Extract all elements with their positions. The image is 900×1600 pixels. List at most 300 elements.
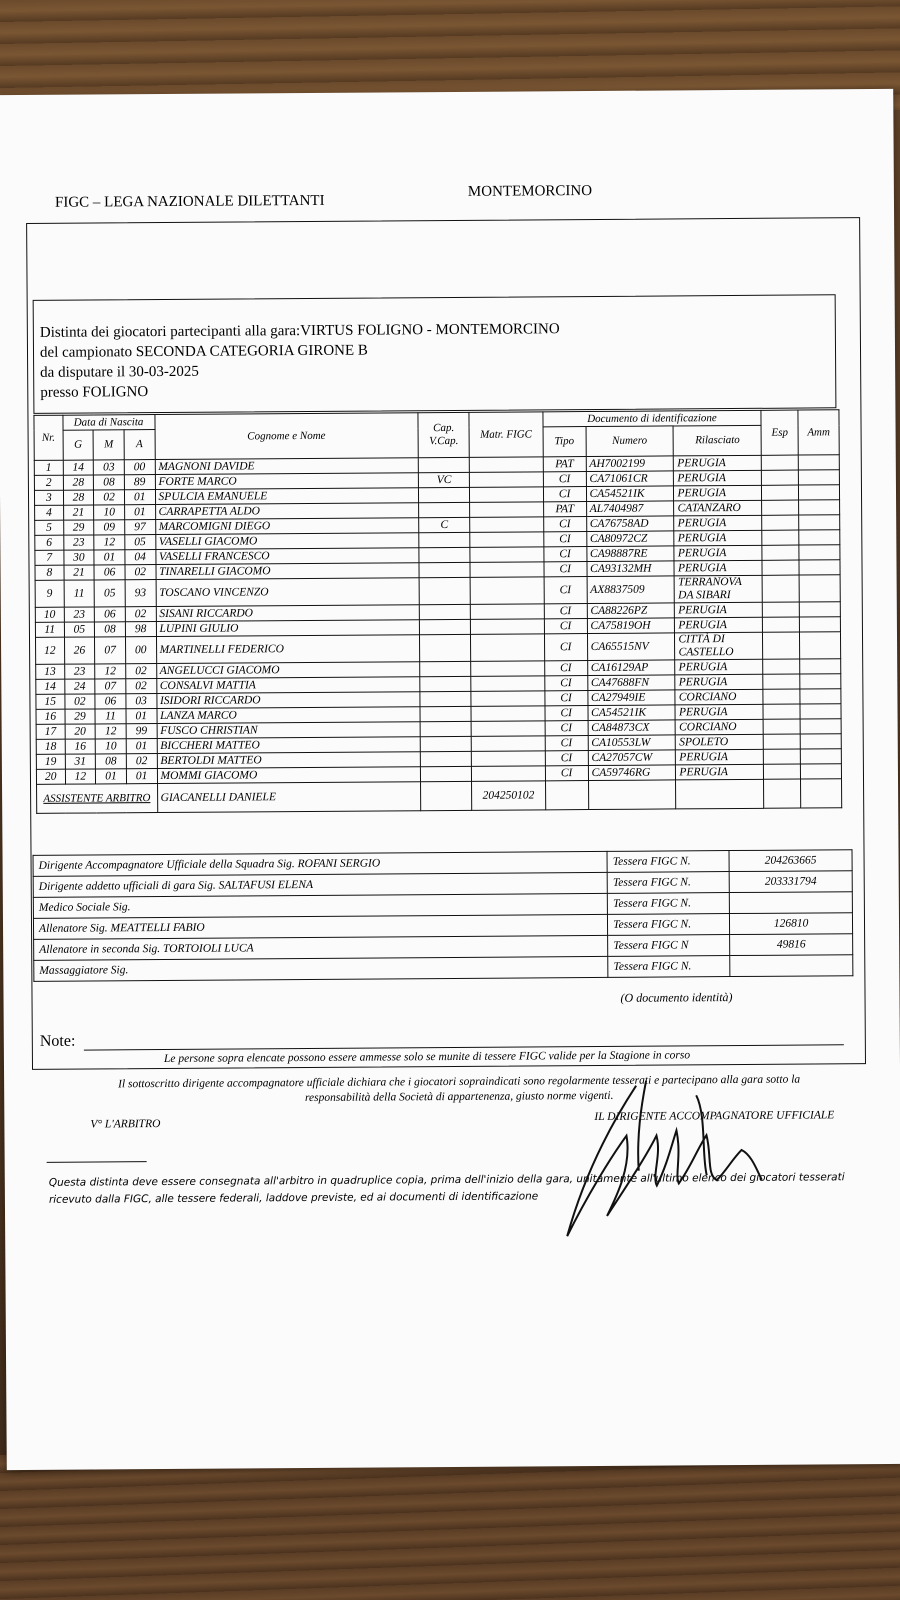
- cell-cap: [419, 532, 470, 547]
- cell-a: 02: [126, 754, 157, 769]
- cell-name: BERTOLDI MATTEO: [157, 752, 421, 769]
- cell-m: 01: [94, 550, 125, 565]
- cell-cap: [419, 619, 470, 634]
- cell-cap: [418, 457, 469, 472]
- cell-empty: [799, 575, 840, 602]
- cell-m: 09: [94, 520, 125, 535]
- cell-name: FUSCO CHRISTIAN: [157, 722, 421, 739]
- cell-name: ANGELUCCI GIACOMO: [156, 662, 420, 679]
- cell-empty: [471, 676, 545, 692]
- cell-tipo: CI: [545, 691, 588, 706]
- cell-tipo: CI: [545, 736, 588, 751]
- wood-background-bottom: [0, 1455, 900, 1600]
- cell-a: 89: [124, 475, 155, 490]
- validity-note: Le persone sopra elencate possono essere ammesse solo se munite di tessere FIGC valide per la Stagione in corso: [163, 1049, 691, 1066]
- col-matr: Matr. FIGC: [469, 412, 543, 458]
- cell-g: 23: [63, 535, 94, 550]
- cell-a: 01: [124, 490, 155, 505]
- cell-cap: [420, 736, 471, 751]
- cell-tipo: CI: [543, 487, 586, 502]
- cell-rilasciato: CITTÀ DI CASTELLO: [675, 632, 763, 660]
- staff-tessera-label: Tessera FIGC N.: [607, 851, 729, 873]
- col-a: A: [124, 430, 155, 460]
- cell-empty: [762, 515, 799, 530]
- signature-stroke: [696, 1095, 707, 1175]
- col-nr: Nr.: [34, 415, 63, 460]
- cell-rilasciato: TERRANOVA DA SIBARI: [675, 575, 763, 603]
- col-amm: Amm: [798, 410, 839, 455]
- cell-empty: [762, 545, 799, 560]
- cell-cap: [419, 577, 470, 604]
- cell-g: 26: [64, 637, 95, 664]
- col-rilasciato: Rilasciato: [673, 425, 761, 456]
- cell-empty: [471, 619, 545, 635]
- cell-cap: [420, 751, 471, 766]
- cell-numero: CA65515NV: [587, 633, 675, 661]
- cell-tipo: CI: [543, 472, 586, 487]
- cell-empty: [799, 545, 840, 560]
- cell-m: 06: [95, 607, 126, 622]
- cell-tipo: PAT: [543, 457, 586, 472]
- assistant-rilasciato: [676, 779, 764, 809]
- cell-numero: CA10553LW: [588, 735, 676, 751]
- cell-m: 06: [94, 565, 125, 580]
- venue-line: presso FOLIGNO: [40, 384, 149, 401]
- staff-tessera-label: Tessera FIGC N.: [608, 893, 730, 915]
- cell-name: CONSALVI MATTIA: [156, 677, 420, 694]
- cell-numero: CA54521IK: [586, 486, 674, 502]
- cell-numero: CA93132MH: [587, 561, 675, 577]
- cell-cap: [420, 721, 471, 736]
- cell-rilasciato: PERUGIA: [674, 485, 762, 501]
- cell-g: 23: [64, 664, 95, 679]
- cell-rilasciato: PERUGIA: [674, 515, 762, 531]
- staff-role: Dirigente addetto ufficiali di gara Sig. SALTAFUSI ELENA: [33, 872, 607, 897]
- cell-nr: 4: [35, 505, 64, 520]
- assistant-matr: 204250102: [472, 781, 546, 811]
- cell-m: 08: [95, 622, 126, 637]
- cell-g: 02: [64, 694, 95, 709]
- cell-g: 21: [63, 505, 94, 520]
- cell-a: 02: [125, 607, 156, 622]
- cell-tipo: CI: [544, 577, 587, 604]
- cell-m: 07: [95, 637, 126, 664]
- assistant-cap: [421, 781, 472, 810]
- cell-numero: CA76758AD: [586, 516, 674, 532]
- cell-tipo: CI: [544, 619, 587, 634]
- cell-numero: CA16129AP: [587, 660, 675, 676]
- cell-m: 11: [95, 709, 126, 724]
- cell-name: LUPINI GIULIO: [156, 620, 420, 637]
- assistant-label: ASSISTENTE ARBITRO: [37, 784, 158, 814]
- col-m: M: [93, 430, 124, 460]
- cell-empty: [800, 674, 841, 689]
- cell-tipo: CI: [544, 634, 587, 661]
- cell-numero: CA27057CW: [588, 750, 676, 766]
- cell-name: FORTE MARCO: [155, 473, 419, 490]
- cell-rilasciato: PERUGIA: [676, 749, 764, 765]
- cell-empty: [800, 689, 841, 704]
- cell-a: 04: [125, 550, 156, 565]
- cell-rilasciato: CORCIANO: [675, 689, 763, 705]
- staff-tessera-label: Tessera FIGC N.: [608, 956, 730, 978]
- date-line: da disputare il 30-03-2025: [40, 363, 199, 381]
- cell-m: 06: [95, 694, 126, 709]
- cell-empty: [799, 602, 840, 617]
- cell-name: VASELLI GIACOMO: [155, 533, 419, 550]
- cell-rilasciato: CORCIANO: [676, 719, 764, 735]
- assistant-amm: [801, 779, 842, 808]
- handwritten-signature: [556, 1075, 787, 1257]
- cell-empty: [470, 532, 544, 548]
- cell-name: CARRAPETTA ALDO: [155, 503, 419, 520]
- staff-tessera-label: Tessera FIGC N: [608, 935, 730, 957]
- cell-cap: [420, 634, 471, 661]
- cell-tipo: CI: [544, 562, 587, 577]
- col-tipo: Tipo: [543, 427, 586, 457]
- cell-empty: [472, 766, 546, 782]
- match-info: [40, 319, 560, 403]
- document-note: (O documento identità): [620, 990, 733, 1005]
- staff-tessera: 204263665: [729, 850, 852, 872]
- cell-m: 05: [94, 580, 125, 607]
- cell-numero: CA88226PZ: [587, 603, 675, 619]
- cell-name: LANZA MARCO: [157, 707, 421, 724]
- staff-role: Allenatore Sig. MEATTELLI FABIO: [33, 914, 607, 939]
- cell-empty: [471, 751, 545, 767]
- cell-cap: [420, 661, 471, 676]
- cell-numero: AL7404987: [586, 501, 674, 517]
- cell-empty: [762, 575, 799, 602]
- col-esp: Esp: [761, 410, 798, 455]
- cell-a: 01: [126, 709, 157, 724]
- declaration: Il sottoscritto dirigente accompagnatore ufficiale dichiara che i giocatori sopraindicati sono regolarmente tesserati e partecipano alla gara sotto la responsabilità della Società di appartenenza, giusto norme vigenti.: [118, 1073, 801, 1105]
- cell-name: TOSCANO VINCENZO: [156, 578, 420, 607]
- cell-empty: [763, 674, 800, 689]
- cell-name: VASELLI FRANCESCO: [155, 548, 419, 565]
- cell-empty: [799, 560, 840, 575]
- cell-g: 12: [65, 769, 96, 784]
- cell-empty: [471, 706, 545, 722]
- cell-numero: CA98887RE: [586, 546, 674, 562]
- manager-label: IL DIRIGENTE ACCOMPAGNATORE UFFICIALE: [594, 1109, 835, 1124]
- staff-tessera-label: Tessera FIGC N.: [608, 914, 730, 936]
- cell-a: 98: [125, 622, 156, 637]
- cell-empty: [470, 517, 544, 533]
- cell-nr: 14: [36, 679, 65, 694]
- cell-numero: CA84873CX: [588, 720, 676, 736]
- cell-nr: 3: [34, 490, 63, 505]
- cell-cap: [419, 502, 470, 517]
- cell-m: 07: [95, 679, 126, 694]
- cell-empty: [798, 470, 839, 485]
- staff-role: Massaggiatore Sig.: [34, 956, 608, 981]
- cell-tipo: CI: [545, 766, 588, 781]
- cell-nr: 13: [36, 664, 65, 679]
- cell-g: 29: [65, 709, 96, 724]
- cell-m: 10: [95, 739, 126, 754]
- cell-empty: [470, 547, 544, 563]
- cell-rilasciato: PERUGIA: [675, 602, 763, 618]
- cell-empty: [763, 689, 800, 704]
- cell-empty: [471, 634, 545, 662]
- cell-cap: [420, 706, 471, 721]
- cell-tipo: CI: [544, 661, 587, 676]
- cell-m: 10: [94, 505, 125, 520]
- cell-a: 97: [125, 520, 156, 535]
- cell-g: 11: [64, 580, 95, 607]
- cell-rilasciato: PERUGIA: [676, 764, 764, 780]
- cell-empty: [799, 515, 840, 530]
- cell-numero: AX8837509: [587, 576, 675, 604]
- cell-name: TINARELLI GIACOMO: [156, 563, 420, 580]
- cell-a: 02: [126, 664, 157, 679]
- cell-a: 01: [124, 505, 155, 520]
- cell-m: 08: [96, 754, 127, 769]
- cell-empty: [471, 661, 545, 677]
- league-header: FIGC – LEGA NAZIONALE DILETTANTI: [54, 192, 325, 211]
- cell-name: BICCHERI MATTEO: [157, 737, 421, 754]
- col-name: Cognome e Nome: [154, 413, 418, 460]
- cell-numero: CA59746RG: [588, 765, 676, 781]
- cell-nr: 7: [35, 550, 64, 565]
- cell-empty: [762, 560, 799, 575]
- cell-tipo: CI: [543, 517, 586, 532]
- staff-tessera: [730, 955, 853, 977]
- col-birth: Data di Nascita: [63, 415, 155, 431]
- cell-m: 12: [94, 535, 125, 550]
- cell-empty: [798, 485, 839, 500]
- cell-nr: 20: [36, 769, 65, 784]
- cell-name: SPULCIA EMANUELE: [155, 488, 419, 505]
- cell-empty: [800, 704, 841, 719]
- assistant-tipo: [545, 781, 588, 810]
- cell-nr: 6: [35, 535, 64, 550]
- cell-rilasciato: PERUGIA: [675, 659, 763, 675]
- cell-empty: [470, 577, 544, 605]
- cell-a: 01: [126, 739, 157, 754]
- cell-nr: 8: [35, 565, 64, 580]
- cell-numero: AH7002199: [586, 456, 674, 472]
- cell-cap: [420, 676, 471, 691]
- staff-tessera-label: Tessera FIGC N.: [607, 872, 729, 894]
- cell-a: 01: [126, 769, 157, 784]
- cell-empty: [799, 617, 840, 632]
- cell-rilasciato: PERUGIA: [675, 617, 763, 633]
- cell-empty: [763, 632, 800, 659]
- cell-name: MARTINELLI FEDERICO: [156, 635, 420, 664]
- championship-line: del campionato SECONDA CATEGORIA GIRONE B: [39, 342, 368, 361]
- cell-empty: [800, 749, 841, 764]
- cell-nr: 12: [35, 637, 64, 664]
- cell-g: 28: [63, 475, 94, 490]
- staff-table: [33, 849, 854, 982]
- cell-m: 03: [93, 460, 124, 475]
- cell-rilasciato: PERUGIA: [674, 560, 762, 576]
- cell-rilasciato: PERUGIA: [675, 674, 763, 690]
- cell-g: 05: [64, 622, 95, 637]
- cell-empty: [762, 530, 799, 545]
- cell-rilasciato: PERUGIA: [674, 455, 762, 471]
- cell-rilasciato: PERUGIA: [674, 470, 762, 486]
- cell-g: 24: [64, 679, 95, 694]
- cell-empty: [471, 736, 545, 752]
- cell-cap: [419, 547, 470, 562]
- col-cap: Cap. V.Cap.: [418, 412, 469, 457]
- cell-numero: CA47688FN: [587, 675, 675, 691]
- cell-a: 00: [124, 460, 155, 475]
- staff-role: Medico Sociale Sig.: [33, 893, 607, 918]
- cell-rilasciato: CATANZARO: [674, 500, 762, 516]
- cell-tipo: CI: [544, 547, 587, 562]
- cell-cap: [419, 604, 470, 619]
- cell-name: SISANI RICCARDO: [156, 605, 420, 622]
- cell-tipo: CI: [543, 532, 586, 547]
- delivery-instructions: Questa distinta deve essere consegnata all'arbitro in quadruplice copia, prima dell'inizio della gara, unitamente all'ultimo elenco dei giocatori tesserati ricevuto dalla FIGC, alle tessere federali, laddove previste, ed ai documenti di identificazione: [48, 1171, 845, 1206]
- cell-g: 31: [65, 754, 96, 769]
- cell-tipo: CI: [544, 676, 587, 691]
- cell-nr: 16: [36, 709, 65, 724]
- cell-empty: [764, 764, 801, 779]
- cell-g: 16: [65, 739, 96, 754]
- note-label: Note:: [39, 1032, 76, 1050]
- cell-cap: VC: [418, 472, 469, 487]
- cell-empty: [470, 562, 544, 578]
- cell-g: 29: [63, 520, 94, 535]
- cell-name: MAGNONI DAVIDE: [155, 458, 419, 475]
- cell-empty: [762, 485, 799, 500]
- cell-tipo: PAT: [543, 502, 586, 517]
- cell-nr: 9: [35, 580, 64, 607]
- staff-role: Dirigente Accompagnatore Ufficiale della Squadra Sig. ROFANI SERGIO: [33, 851, 607, 876]
- cell-empty: [470, 502, 544, 518]
- cell-cap: [420, 766, 471, 781]
- document-sheet: [0, 89, 900, 1470]
- cell-nr: 15: [36, 694, 65, 709]
- cell-g: 21: [64, 565, 95, 580]
- cell-numero: CA80972CZ: [586, 531, 674, 547]
- cell-empty: [470, 604, 544, 620]
- cell-rilasciato: PERUGIA: [675, 704, 763, 720]
- cell-empty: [762, 455, 799, 470]
- cell-a: 03: [126, 694, 157, 709]
- cell-cap: [419, 562, 470, 577]
- cell-nr: 1: [34, 460, 63, 475]
- cell-nr: 11: [35, 622, 64, 637]
- cell-empty: [800, 659, 841, 674]
- col-g: G: [63, 430, 94, 460]
- cell-m: 01: [96, 769, 127, 784]
- cell-empty: [470, 472, 544, 488]
- cell-m: 12: [95, 724, 126, 739]
- signature-stroke: [566, 1085, 762, 1236]
- cell-g: 30: [63, 550, 94, 565]
- cell-rilasciato: PERUGIA: [674, 545, 762, 561]
- cell-nr: 17: [36, 724, 65, 739]
- cell-empty: [799, 500, 840, 515]
- cell-tipo: CI: [545, 751, 588, 766]
- cell-empty: [471, 691, 545, 707]
- cell-empty: [798, 455, 839, 470]
- cell-nr: 2: [34, 475, 63, 490]
- cell-a: 05: [125, 535, 156, 550]
- cell-m: 08: [94, 475, 125, 490]
- cell-a: 00: [125, 637, 156, 664]
- staff-tessera: 203331794: [729, 871, 852, 893]
- cell-rilasciato: PERUGIA: [674, 530, 762, 546]
- cell-cap: [420, 691, 471, 706]
- cell-nr: 10: [35, 607, 64, 622]
- cell-empty: [800, 764, 841, 779]
- cell-empty: [800, 719, 841, 734]
- cell-a: 02: [126, 679, 157, 694]
- cell-numero: CA71061CR: [586, 471, 674, 487]
- cell-empty: [763, 734, 800, 749]
- cell-name: MARCOMIGNI DIEGO: [155, 518, 419, 535]
- staff-tessera: 126810: [730, 913, 853, 935]
- players-table: [33, 409, 842, 814]
- cell-g: 20: [65, 724, 96, 739]
- cell-empty: [799, 530, 840, 545]
- team-header: MONTEMORCINO: [467, 182, 593, 200]
- cell-empty: [800, 734, 841, 749]
- assistant-esp: [764, 779, 801, 808]
- col-numero: Numero: [586, 426, 674, 457]
- cell-numero: CA75819OH: [587, 618, 675, 634]
- cell-empty: [469, 457, 543, 473]
- cell-empty: [762, 500, 799, 515]
- cell-empty: [763, 719, 800, 734]
- cell-g: 28: [63, 490, 94, 505]
- cell-rilasciato: SPOLETO: [676, 734, 764, 750]
- cell-a: 93: [125, 580, 156, 607]
- cell-empty: [800, 632, 841, 659]
- cell-a: 02: [125, 565, 156, 580]
- cell-cap: C: [419, 517, 470, 532]
- cell-empty: [764, 749, 801, 764]
- cell-nr: 19: [36, 754, 65, 769]
- cell-empty: [763, 704, 800, 719]
- cell-g: 14: [63, 460, 94, 475]
- cell-tipo: CI: [545, 721, 588, 736]
- cell-name: ISIDORI RICCARDO: [156, 692, 420, 709]
- staff-tessera: [729, 892, 852, 914]
- cell-empty: [763, 659, 800, 674]
- cell-empty: [763, 602, 800, 617]
- cell-tipo: CI: [545, 706, 588, 721]
- cell-tipo: CI: [544, 604, 587, 619]
- referee-signature-line: [47, 1161, 147, 1163]
- cell-cap: [419, 487, 470, 502]
- col-doc: Documento di identificazione: [543, 410, 762, 427]
- cell-nr: 5: [35, 520, 64, 535]
- assistant-numero: [588, 780, 676, 810]
- cell-empty: [471, 721, 545, 737]
- staff-role: Allenatore in seconda Sig. TORTOIOLI LUCA: [34, 935, 608, 960]
- referee-label: V° L'ARBITRO: [90, 1118, 161, 1131]
- cell-a: 99: [126, 724, 157, 739]
- cell-empty: [762, 470, 799, 485]
- cell-nr: 18: [36, 739, 65, 754]
- cell-empty: [763, 617, 800, 632]
- assistant-name: GIACANELLI DANIELE: [157, 782, 421, 813]
- cell-numero: CA27949IE: [587, 690, 675, 706]
- cell-numero: CA54521IK: [588, 705, 676, 721]
- cell-m: 02: [94, 490, 125, 505]
- staff-tessera: 49816: [730, 934, 853, 956]
- cell-empty: [470, 487, 544, 503]
- cell-m: 12: [95, 664, 126, 679]
